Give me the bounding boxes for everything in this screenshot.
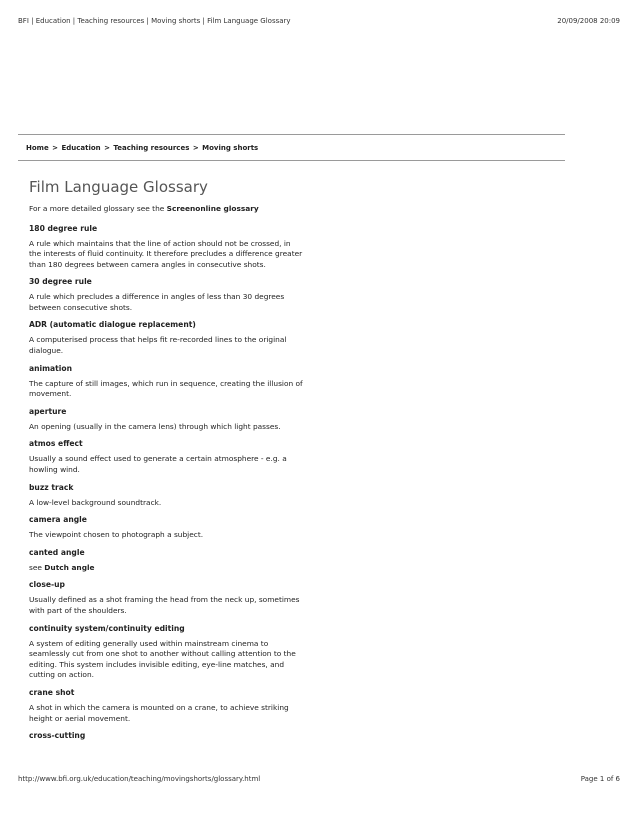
breadcrumb-separator: >: [52, 144, 59, 152]
definition-line: A system of editing generally used within mainstream cinema to: [29, 638, 269, 648]
glossary-term: buzz track: [29, 482, 74, 492]
definition-line: than 180 degrees between camera angles in consecutive shots.: [29, 259, 266, 269]
glossary-term: crane shot: [29, 687, 75, 697]
glossary-definition: [29, 379, 325, 400]
definition-line: A computerised process that helps fit re-recorded lines to the original: [29, 335, 287, 345]
definition-line: Usually a sound effect used to generate a certain atmosphere - e.g. a: [29, 454, 287, 464]
breadcrumb-home[interactable]: Home: [26, 144, 49, 152]
top-divider: [18, 134, 565, 135]
definition-line: editing. This system includes invisible editing, eye-line matches, and: [29, 659, 285, 669]
glossary-definition: [29, 639, 325, 681]
glossary-term: cross-cutting: [29, 731, 86, 741]
glossary-term: animation: [29, 363, 73, 373]
glossary-definition: [29, 498, 325, 509]
definition-line: height or aerial movement.: [29, 713, 131, 723]
glossary-term: camera angle: [29, 515, 87, 525]
print-footer-url: http://www.bfi.org.uk/education/teaching/movingshorts/glossary.html: [18, 775, 261, 783]
definition-line: howling wind.: [29, 465, 80, 475]
definition-line: dialogue.: [29, 346, 64, 356]
glossary-definition: [29, 530, 325, 541]
breadcrumb-separator: >: [192, 144, 199, 152]
print-footer: [18, 775, 620, 783]
glossary-term: ADR (automatic dialogue replacement): [29, 320, 196, 330]
definition-line: A low-level background soundtrack.: [29, 497, 162, 507]
glossary-term: continuity system/continuity editing: [29, 623, 185, 633]
definition-line: cutting on action.: [29, 670, 94, 680]
see-also-link[interactable]: Dutch angle: [44, 562, 95, 572]
glossary-definition: [29, 454, 325, 475]
glossary-definition: [29, 563, 325, 574]
print-header: [18, 17, 620, 25]
see-prefix: see: [29, 562, 45, 572]
definition-line: The capture of still images, which run in sequence, creating the illusion of: [29, 378, 303, 388]
definition-line: A rule which precludes a difference in angles of less than 30 degrees: [29, 292, 285, 302]
definition-line: Usually defined as a shot framing the head from the neck up, sometimes: [29, 595, 300, 605]
breadcrumb-teaching-resources[interactable]: Teaching resources: [113, 144, 190, 152]
print-header-datetime: 20/09/2008 20:09: [557, 17, 620, 25]
glossary-definition: [29, 239, 325, 271]
glossary-term: canted angle: [29, 547, 85, 557]
print-footer-page: Page 1 of 6: [580, 775, 620, 783]
intro-prefix: For a more detailed glossary see the: [29, 204, 167, 213]
definition-line: A shot in which the camera is mounted on a crane, to achieve striking: [29, 702, 289, 712]
breadcrumb-moving-shorts[interactable]: Moving shorts: [202, 144, 259, 152]
definition-line: The viewpoint chosen to photograph a subject.: [29, 530, 204, 540]
glossary-definition: [29, 335, 325, 356]
definition-line: A rule which maintains that the line of action should not be crossed, in: [29, 238, 291, 248]
glossary-content: [29, 178, 325, 746]
page-title: Film Language Glossary: [29, 178, 208, 196]
intro-text: [29, 204, 325, 215]
breadcrumb: [26, 144, 258, 152]
glossary-term: 180 degree rule: [29, 223, 98, 233]
definition-line: movement.: [29, 389, 72, 399]
glossary-definition: [29, 703, 325, 724]
glossary-term: close-up: [29, 580, 65, 590]
glossary-term: 30 degree rule: [29, 277, 92, 287]
definition-line: An opening (usually in the camera lens) through which light passes.: [29, 421, 281, 431]
breadcrumb-separator: >: [104, 144, 110, 152]
definition-line: between consecutive shots.: [29, 302, 133, 312]
glossary-definition: [29, 595, 325, 616]
glossary-list: [29, 224, 325, 742]
definition-line: with part of the shoulders.: [29, 606, 127, 615]
breadcrumb-education[interactable]: Education: [61, 144, 101, 152]
print-header-title: BFI | Education | Teaching resources | Moving shorts | Film Language Glossary: [18, 17, 291, 25]
glossary-definition: [29, 292, 325, 313]
glossary-term: atmos effect: [29, 439, 83, 449]
glossary-definition: [29, 422, 325, 433]
screenonline-glossary-link[interactable]: Screenonline glossary: [166, 204, 259, 213]
definition-line: seamlessly cut from one shot to another without calling attention to the: [29, 649, 296, 659]
bottom-divider: [18, 160, 565, 161]
definition-line: the interests of fluid continuity. It therefore precludes a difference greater: [29, 249, 303, 259]
glossary-term: aperture: [29, 406, 67, 416]
